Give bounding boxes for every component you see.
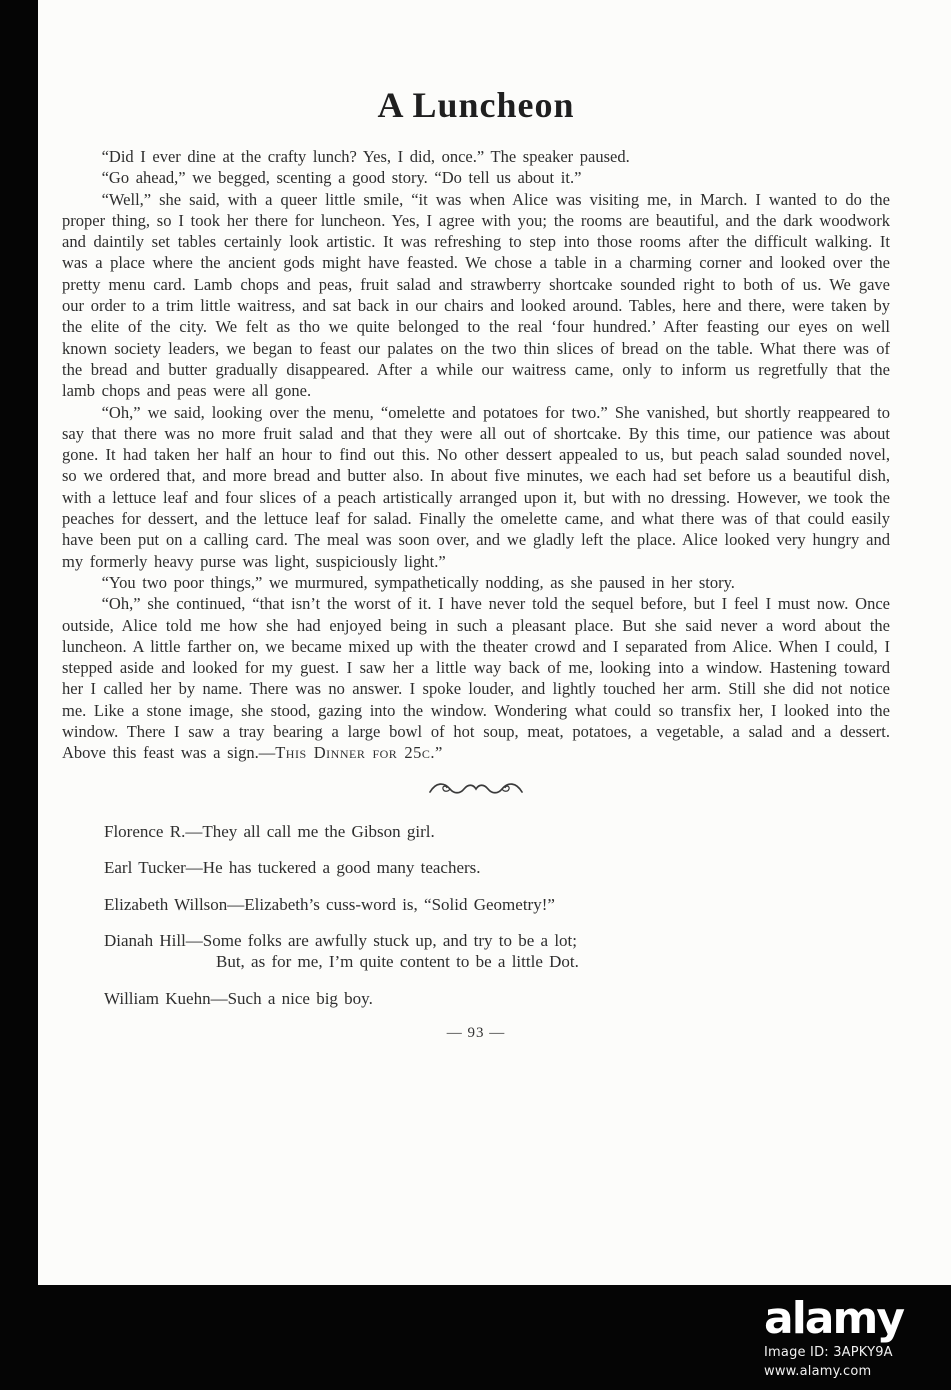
quip-line: Florence R.—They all call me the Gibson girl. — [104, 821, 435, 841]
quip-line: William Kuehn—Such a nice big boy. — [104, 988, 373, 1008]
watermark-bar — [0, 1285, 951, 1390]
page-number: — 93 — — [446, 1024, 506, 1041]
quip-second-line: But, as for me, I’m quite content to be a little Dot. — [216, 952, 579, 972]
quips-section — [62, 821, 890, 1009]
story-paragraph: “Go ahead,” we begged, scenting a good story. “Do tell us about it.” — [101, 168, 582, 188]
story-paragraph: “Well,” she said, with a queer little smile, “it was when Alice was visiting me, in March. I wanted to do the proper thing, so I took her there for luncheon. Yes, I agree with you; the rooms are beautiful, and the dark woodwork and daintily set tables certainly look artistic. It was refreshing to step into those rooms after the difficult walking. It was a place where the ancient gods might have feasted. We chose a table in a charming corner and looked over the pretty menu card. Lamb chops and peas, fruit salad and strawberry shortcake sounded right to both of us. We gave our order to a trim little waitress, and sat back in our chairs and looked around. Tables, here and there, were taken by the elite of the city. We felt as tho we quite belonged to the real ‘four hundred.’ After feasting our eyes on well known society leaders, we began to feast our palates on the two thin slices of bread on the table. What there was of the bread and butter gradually disappeared. After a while our waitress came, only to inform us regretfully that the lamb chops and peas were all gone. — [62, 189, 890, 401]
alamy-logo: alamy — [764, 1292, 903, 1344]
story-paragraph: “Oh,” we said, looking over the menu, “omelette and potatoes for two.” She vanished, but shortly reappeared to say that there was no more fruit salad and that they were all out of shortcake. By this time, our patience was about gone. It had taken her half an hour to find out this. No other dessert appealed to us, but peach salad sounded novel, so we ordered that, and more bread and butter also. In about five minutes, we each had set before us a beautiful dish, with a lettuce leaf and four slices of a peach artistically arranged upon it, but with no dressing. However, we took the peaches for dessert, and the lettuce leaf for salad. Finally the omelette came, and what there was of that could easily have been put on a calling card. The meal was soon over, and we gladly left the place. Alice looked very hungry and my formerly heavy purse was light, suspiciously light.” — [62, 402, 890, 571]
dinner-sign-text: This Dinner for 25c.” — [275, 743, 443, 763]
story-paragraph-text: “Oh,” she continued, “that isn’t the worst of it. I have never told the sequel before, but I feel I must now. Once outside, Alice told me how she had enjoyed being in such a pleasant place. But she said never a word about the luncheon. A little farther on, we became mixed up with the theater crowd and I separated from Alice. When I could, I stepped aside and looked for my guest. I saw her a little way back of me, looking into a window. Hastening toward her I called her by name. There was no answer. I spoke louder, and lightly touched her arm. Still she did not notice me. Like a stone image, she stood, gazing into the window. Wondering what could so transfix her, I looked into the window. There I saw a tray bearing a large bowl of hot soup, meat, potatoes, a vegetable, a salad and a dessert. Above this feast was a sign.— — [62, 594, 890, 763]
quip-first-line: Dianah Hill—Some folks are awfully stuck up, and try to be a lot; — [104, 931, 577, 951]
section-divider — [62, 780, 890, 803]
story-paragraph: “Did I ever dine at the crafty lunch? Yes, I did, once.” The speaker paused. — [101, 147, 630, 166]
story-body — [62, 146, 890, 764]
watermark-url: www.alamy.com — [764, 1363, 872, 1379]
quip-line — [104, 930, 890, 972]
image-id-label: Image ID: 3APKY9A — [764, 1344, 893, 1360]
document-page — [38, 0, 951, 1285]
scan-left-border — [0, 0, 38, 1390]
story-paragraph — [62, 593, 890, 763]
quip-line: Earl Tucker—He has tuckered a good many teachers. — [104, 858, 481, 878]
divider-flourish-icon — [428, 780, 524, 798]
story-paragraph: “You two poor things,” we murmured, sympathetically nodding, as she paused in her story. — [101, 572, 735, 592]
watermark-block — [764, 1292, 951, 1379]
page-title: A Luncheon — [377, 85, 575, 125]
quip-line: Elizabeth Willson—Elizabeth’s cuss-word is, “Solid Geometry!” — [104, 894, 555, 914]
